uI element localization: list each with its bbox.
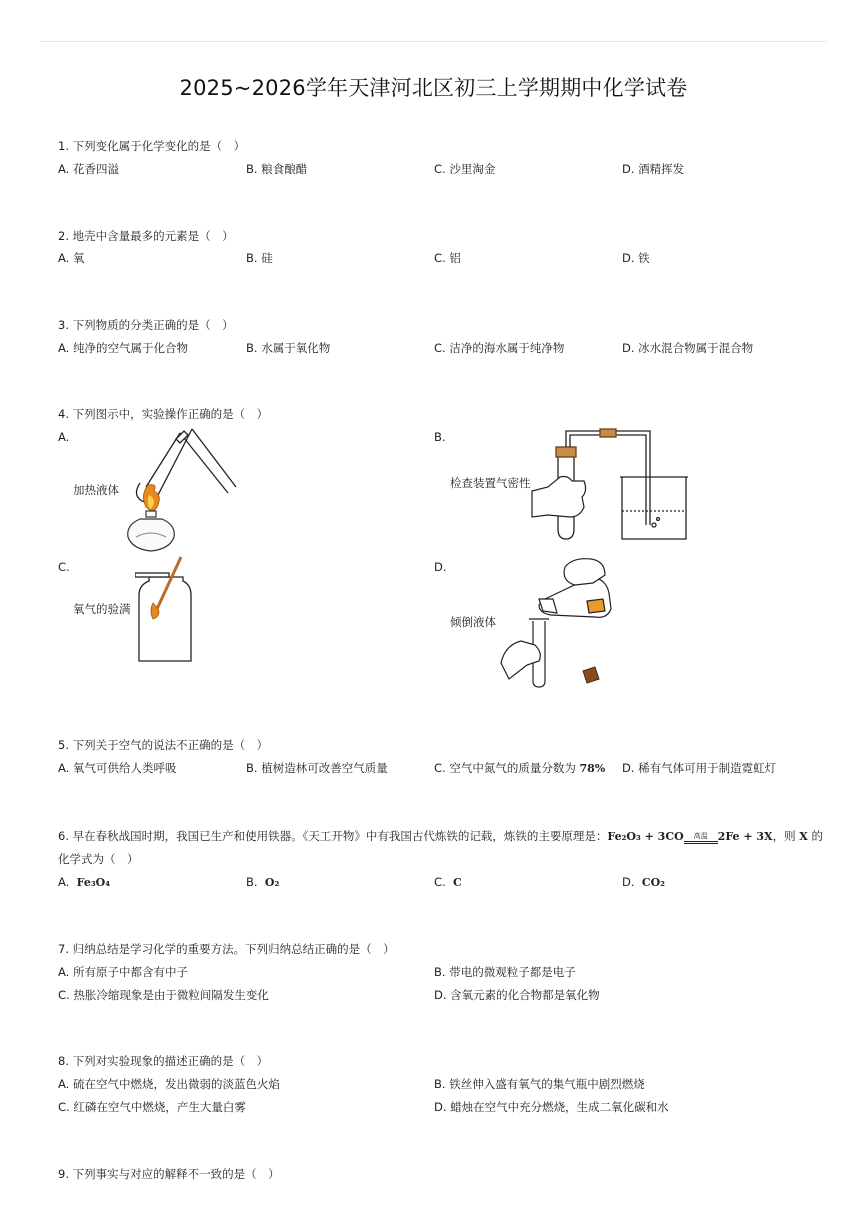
question-7-stem: 7. 归纳总结是学习化学的重要方法。下列归纳总结正确的是（ ） xyxy=(58,942,395,956)
q2-option-d[interactable]: D. 铁 xyxy=(622,251,650,265)
q3-option-c[interactable]: C. 洁净的海水属于纯净物 xyxy=(434,341,565,355)
q5-option-d[interactable]: D. 稀有气体可用于制造霓虹灯 xyxy=(622,761,777,775)
q7-option-d[interactable]: D. 含氧元素的化合物都是氧化物 xyxy=(434,988,600,1002)
q7-option-c[interactable]: C. 热胀冷缩现象是由于微粒间隔发生变化 xyxy=(58,988,269,1002)
airtightness-check-figure xyxy=(530,425,690,543)
page-title: 2025~2026学年天津河北区初三上学期期中化学试卷 xyxy=(179,76,688,100)
q8-option-d[interactable]: D. 蜡烛在空气中充分燃烧，生成二氧化碳和水 xyxy=(434,1100,669,1114)
q8-option-a[interactable]: A. 硫在空气中燃烧，发出微弱的淡蓝色火焰 xyxy=(58,1077,280,1091)
q2-option-a[interactable]: A. 氧 xyxy=(58,251,85,265)
q3-option-d[interactable]: D. 冰水混合物属于混合物 xyxy=(622,341,754,355)
q2-option-c[interactable]: C. 铝 xyxy=(434,251,461,265)
q6-option-c[interactable]: C. C xyxy=(434,875,462,889)
q4-option-a[interactable]: A. xyxy=(58,430,70,444)
q4-c-label: 氧气的验满 xyxy=(73,602,131,616)
q7-option-b[interactable]: B. 带电的微观粒子都是电子 xyxy=(434,965,576,979)
reaction-condition: 高温 xyxy=(684,833,718,844)
q2-option-b[interactable]: B. 硅 xyxy=(246,251,273,265)
equation-left: Fe₂O₃ + 3CO xyxy=(607,830,684,843)
q6-option-a[interactable]: A. Fe₃O₄ xyxy=(58,875,111,889)
equation-right: 2Fe + 3X xyxy=(717,830,773,843)
question-1-stem: 1. 下列变化属于化学变化的是（ ） xyxy=(58,139,246,153)
question-3-stem: 3. 下列物质的分类正确的是（ ） xyxy=(58,318,234,332)
q4-option-b[interactable]: B. xyxy=(434,430,446,444)
q1-option-a[interactable]: A. 花香四溢 xyxy=(58,162,119,176)
q5-option-b[interactable]: B. 植树造林可改善空气质量 xyxy=(246,761,388,775)
question-2-stem: 2. 地壳中含量最多的元素是（ ） xyxy=(58,229,234,243)
question-8-stem: 8. 下列对实验现象的描述正确的是（ ） xyxy=(58,1054,269,1068)
pouring-liquid-figure xyxy=(495,553,620,688)
q5-option-c[interactable]: C. 空气中氮气的质量分数为 78% xyxy=(434,761,606,775)
question-5-stem: 5. 下列关于空气的说法不正确的是（ ） xyxy=(58,738,269,752)
q1-option-d[interactable]: D. 酒精挥发 xyxy=(622,162,685,176)
q5-option-a[interactable]: A. 氧气可供给人类呼吸 xyxy=(58,761,177,775)
q4-d-label: 倾倒液体 xyxy=(450,615,496,629)
question-9-stem: 9. 下列事实与对应的解释不一致的是（ ） xyxy=(58,1167,280,1181)
question-4-stem: 4. 下列图示中，实验操作正确的是（ ） xyxy=(58,407,269,421)
q4-option-c[interactable]: C. xyxy=(58,560,70,574)
q1-option-b[interactable]: B. 粮食酿醋 xyxy=(246,162,308,176)
q3-option-b[interactable]: B. 水属于氧化物 xyxy=(246,341,331,355)
q4-a-label: 加热液体 xyxy=(73,483,119,497)
nitrogen-percent: 78% xyxy=(579,762,606,775)
q3-option-a[interactable]: A. 纯净的空气属于化合物 xyxy=(58,341,188,355)
q6-option-d[interactable]: D. CO₂ xyxy=(622,875,665,889)
q8-option-b[interactable]: B. 铁丝伸入盛有氧气的集气瓶中剧烈燃烧 xyxy=(434,1077,645,1091)
q8-option-c[interactable]: C. 红磷在空气中燃烧，产生大量白雾 xyxy=(58,1100,246,1114)
heating-liquid-figure xyxy=(118,425,238,555)
question-6-stem-line2: 化学式为（ ） xyxy=(58,852,139,866)
q1-option-c[interactable]: C. 沙里淘金 xyxy=(434,162,496,176)
q4-b-label: 检查装置气密性 xyxy=(450,476,531,490)
top-divider xyxy=(40,41,827,42)
q4-option-d[interactable]: D. xyxy=(434,560,447,574)
q7-option-a[interactable]: A. 所有原子中都含有中子 xyxy=(58,965,188,979)
question-6-stem: 6. 早在春秋战国时期，我国已生产和使用铁器。《天工开物》中有我国古代炼铁的记载，炼铁的主要原理是：Fe₂O₃ + 3CO 高温 2Fe + 3X，则 X 的 xyxy=(58,829,823,843)
oxygen-test-figure xyxy=(135,553,195,663)
q6-option-b[interactable]: B. O₂ xyxy=(246,875,280,889)
